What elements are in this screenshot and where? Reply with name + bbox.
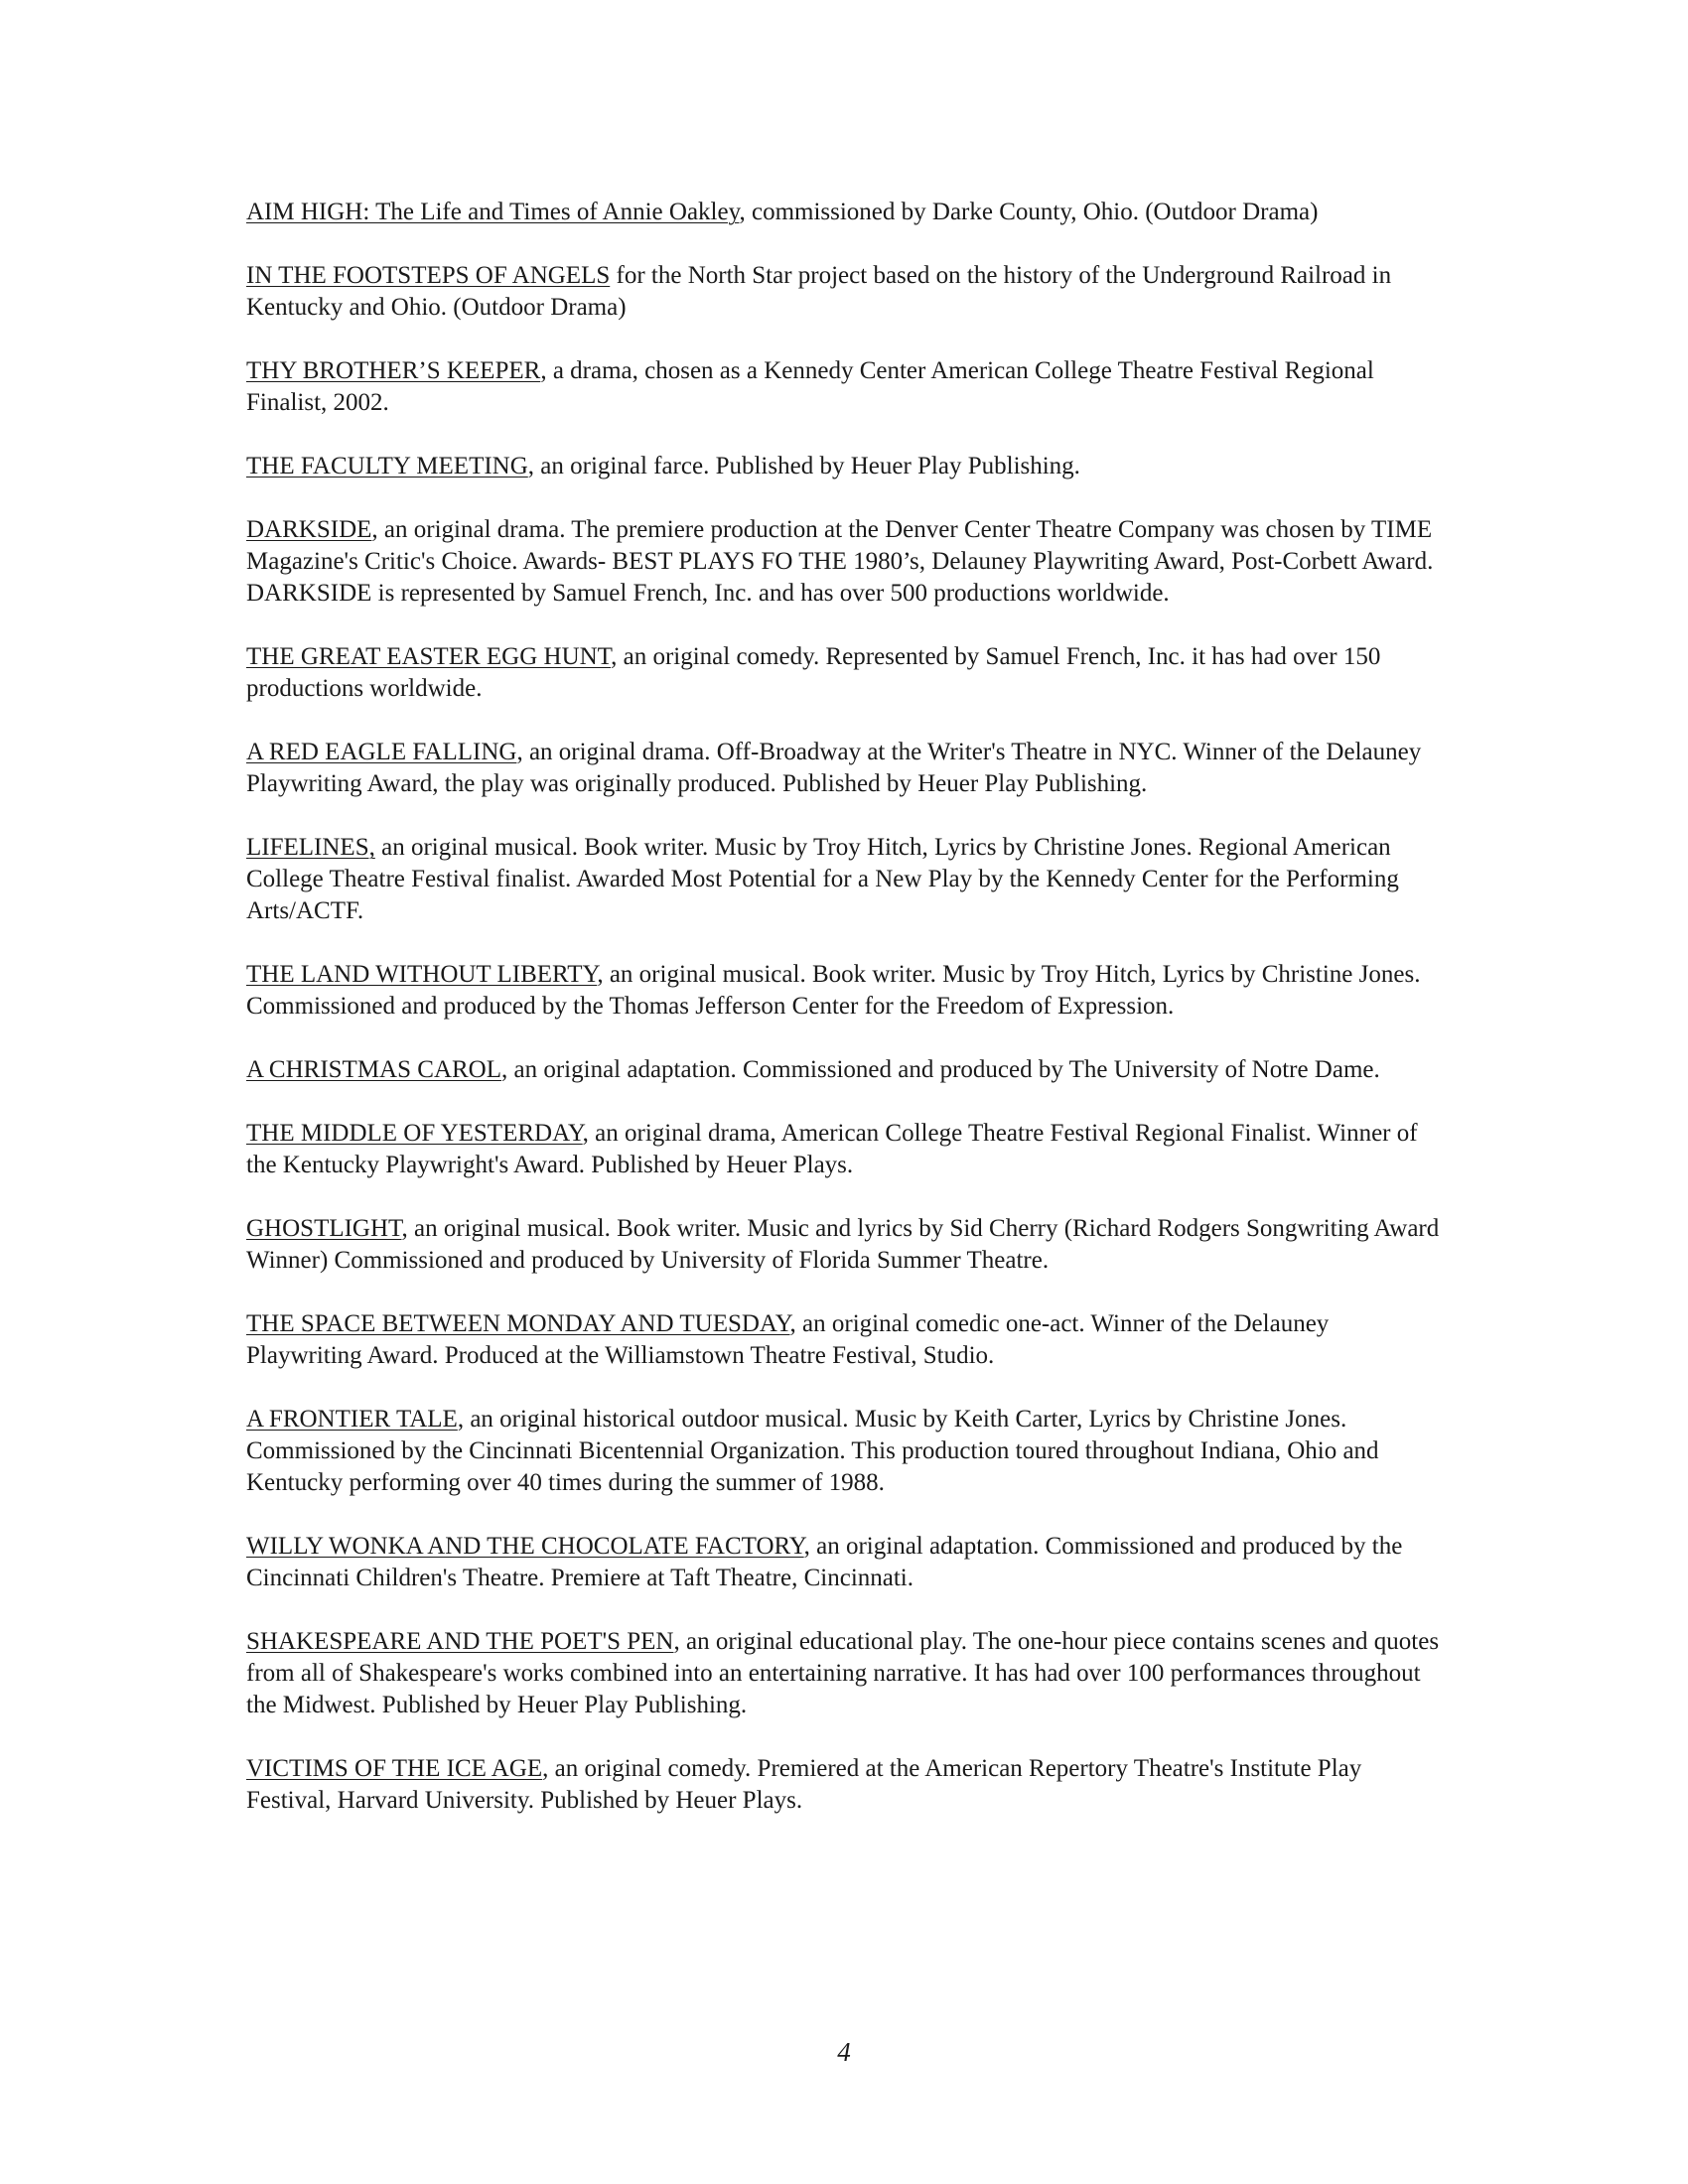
play-entry — [246, 1531, 1450, 1594]
play-description: for the North Star project based on the history of the Underground Railroad in Kentucky and Ohio. (Outdoor Drama) — [246, 262, 1392, 321]
play-entry — [246, 737, 1450, 800]
play-entry — [246, 451, 1450, 482]
play-title: THE SPACE BETWEEN MONDAY AND TUESDAY — [246, 1310, 790, 1337]
play-title: VICTIMS OF THE ICE AGE — [246, 1755, 543, 1782]
play-description: , commissioned by Darke County, Ohio. (Outdoor Drama) — [739, 199, 1319, 225]
play-entry — [246, 832, 1450, 927]
play-entry — [246, 1626, 1450, 1721]
play-title: THE FACULTY MEETING — [246, 453, 528, 479]
play-title: THE MIDDLE OF YESTERDAY — [246, 1120, 583, 1147]
play-entry — [246, 641, 1450, 705]
play-list — [246, 197, 1450, 1848]
play-title: THY BROTHER’S KEEPER — [246, 357, 541, 384]
play-description: , an original historical outdoor musical. Music by Keith Carter, Lyrics by Christine Jones. Commissioned by the Cincinnati Bicentennial Organization. This production toured throughout Indiana, Ohio and Kentucky performing over 40 times during the summer of 1988. — [246, 1406, 1379, 1496]
play-title: SHAKESPEARE AND THE POET'S PEN — [246, 1628, 674, 1655]
play-title: IN THE FOOTSTEPS OF ANGELS — [246, 262, 611, 289]
play-entry — [246, 260, 1450, 324]
play-description: , an original drama. The premiere production at the Denver Center Theatre Company was chosen by TIME Magazine's Critic's Choice. Awards- BEST PLAYS FO THE 1980’s, Delauney Playwriting Award, Post-Corbett Award. DARKSIDE is represented by Samuel French, Inc. and has over 500 productions worldwide. — [246, 516, 1434, 607]
play-description: , an original adaptation. Commissioned and produced by The University of Notre Dame. — [501, 1056, 1380, 1083]
play-entry — [246, 514, 1450, 610]
play-entry — [246, 1054, 1450, 1086]
play-entry — [246, 1753, 1450, 1817]
play-entry — [246, 1118, 1450, 1181]
play-entry — [246, 355, 1450, 419]
play-description: , an original drama, American College Theatre Festival Regional Finalist. Winner of the Kentucky Playwright's Award. Published by Heuer Plays. — [246, 1120, 1418, 1178]
play-entry — [246, 1404, 1450, 1499]
play-entry — [246, 1308, 1450, 1372]
play-description: , an original musical. Book writer. Music by Troy Hitch, Lyrics by Christine Jones. Commissioned and produced by the Thomas Jefferson Center for the Freedom of Expression. — [246, 961, 1421, 1020]
play-title: A CHRISTMAS CAROL — [246, 1056, 501, 1083]
play-title: DARKSIDE — [246, 516, 372, 543]
play-description: , an original comedic one-act. Winner of the Delauney Playwriting Award. Produced at the Williamstown Theatre Festival, Studio. — [246, 1310, 1330, 1369]
play-description: , an original comedy. Premiered at the American Repertory Theatre's Institute Play Festival, Harvard University. Published by Heuer Plays. — [246, 1755, 1362, 1814]
play-entry — [246, 197, 1450, 228]
play-title: WILLY WONKA AND THE CHOCOLATE FACTORY — [246, 1533, 804, 1560]
play-description: , an original drama. Off-Broadway at the Writer's Theatre in NYC. Winner of the Delauney Playwriting Award, the play was originally produced. Published by Heuer Play Publishing. — [246, 739, 1422, 797]
play-description: , an original educational play. The one-hour piece contains scenes and quotes from all of Shakespeare's works combined into an entertaining narrative. It has had over 100 performances throughout the Midwest. Published by Heuer Play Publishing. — [246, 1628, 1440, 1718]
play-title: THE GREAT EASTER EGG HUNT — [246, 643, 612, 670]
play-description: , an original comedy. Represented by Samuel French, Inc. it has had over 150 productions worldwide. — [246, 643, 1381, 702]
play-title: A FRONTIER TALE — [246, 1406, 458, 1433]
play-description: an original musical. Book writer. Music by Troy Hitch, Lyrics by Christine Jones. Regional American College Theatre Festival finalist. Awarded Most Potential for a New Play by the Kennedy Center for the Performing Arts/ACTF. — [246, 834, 1399, 924]
play-description: , an original musical. Book writer. Music and lyrics by Sid Cherry (Richard Rodgers Songwriting Award Winner) Commissioned and produced by University of Florida Summer Theatre. — [246, 1215, 1440, 1274]
play-description: , an original adaptation. Commissioned and produced by the Cincinnati Children's Theatre. Premiere at Taft Theatre, Cincinnati. — [246, 1533, 1403, 1591]
play-title: LIFELINES, — [246, 834, 375, 861]
play-title: GHOSTLIGHT — [246, 1215, 402, 1242]
play-title: A RED EAGLE FALLING — [246, 739, 517, 765]
play-entry — [246, 959, 1450, 1023]
play-description: , a drama, chosen as a Kennedy Center American College Theatre Festival Regional Finalist, 2002. — [246, 357, 1374, 416]
play-title: AIM HIGH: The Life and Times of Annie Oakley — [246, 199, 740, 225]
play-title: THE LAND WITHOUT LIBERTY — [246, 961, 598, 988]
page-number: 4 — [837, 2037, 851, 2067]
play-entry — [246, 1213, 1450, 1277]
play-description: , an original farce. Published by Heuer Play Publishing. — [527, 453, 1080, 479]
